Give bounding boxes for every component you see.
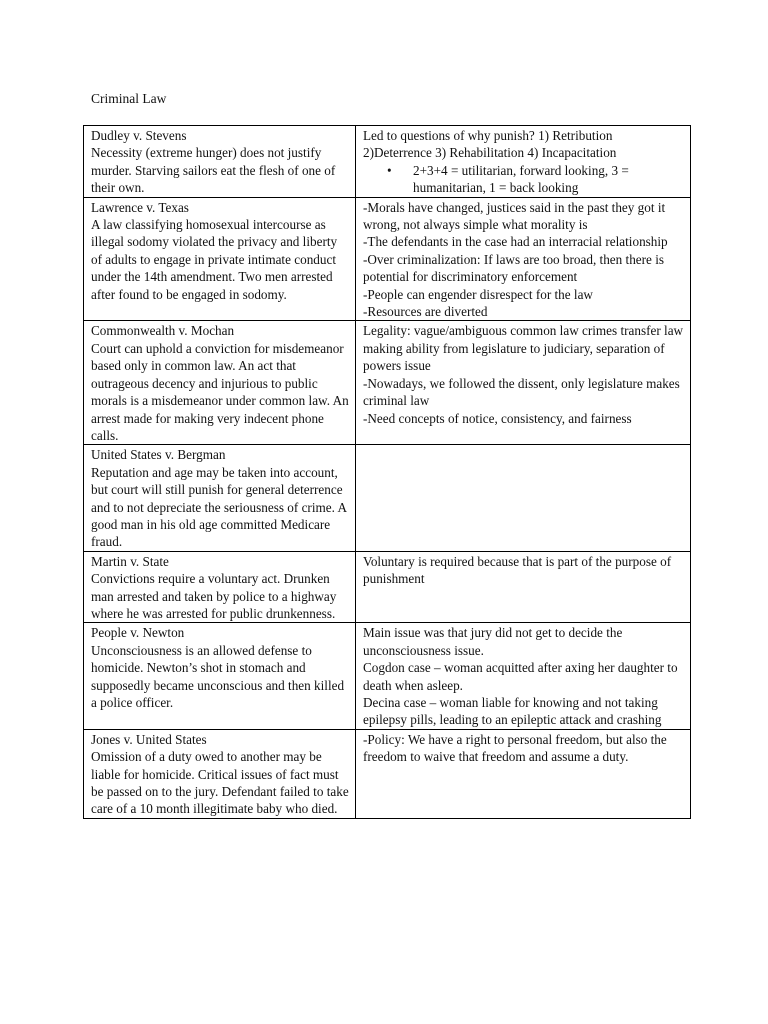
case-name: Jones v. United States <box>91 731 207 747</box>
note-line: -The defendants in the case had an interracial relationship <box>363 234 668 250</box>
page-title: Criminal Law <box>91 91 167 106</box>
case-summary: Convictions require a voluntary act. Drunken man arrested and taken by police to a highway where he was arrested for public drunkenness. <box>91 571 337 621</box>
case-summary: Necessity (extreme hunger) does not justify murder. Starving sailors eat the flesh of one of their own. <box>91 145 336 196</box>
case-cell <box>84 321 356 445</box>
case-row <box>84 445 691 551</box>
case-cell <box>84 126 356 198</box>
note-line: Main issue was that jury did not get to decide the unconsciousness issue. <box>363 625 623 658</box>
note-line: -Need concepts of notice, consistency, and fairness <box>363 410 632 426</box>
case-table-body <box>84 126 691 819</box>
notes-cell <box>356 729 691 818</box>
case-cell <box>84 445 356 551</box>
case-name: United States v. Bergman <box>91 447 226 463</box>
case-summary: Court can uphold a conviction for misdemeanor based only in common law. An act that outrageous decency and injurious to public morals is a misdemeanor under common law. An arrest made for making very indecent phone calls. <box>91 340 349 443</box>
case-table <box>83 125 691 819</box>
case-summary: Omission of a duty owed to another may be liable for homicide. Critical issues of fact must be passed on to the jury. Defendant failed to take care of a 10 month illegitimate baby who died. <box>91 749 349 817</box>
case-row <box>84 729 691 818</box>
note-line: Voluntary is required because that is part of the purpose of punishment <box>363 553 672 587</box>
case-name: People v. Newton <box>91 625 185 641</box>
note-line: -Policy: We have a right to personal freedom, but also the freedom to waive that freedom and assume a duty. <box>363 731 667 765</box>
notes-cell <box>356 126 691 198</box>
note-line: Decina case – woman liable for knowing and not taking epilepsy pills, leading to an epileptic attack and crashing <box>363 695 662 728</box>
case-summary: Reputation and age may be taken into account, but court will still punish for general deterrence and to not depreciate the seriousness of crime. A good man in his old age committed Medicare fraud. <box>91 464 347 550</box>
case-cell <box>84 623 356 729</box>
note-line: -Nowadays, we followed the dissent, only legislature makes criminal law <box>363 375 680 409</box>
case-cell <box>84 197 356 321</box>
case-name: Martin v. State <box>91 553 169 569</box>
note-line: -Resources are diverted <box>363 304 488 320</box>
case-summary: Unconsciousness is an allowed defense to homicide. Newton’s shot in stomach and supposedly became unconscious and then killed a police officer. <box>91 642 345 710</box>
notes-cell <box>356 551 691 623</box>
note-line: -People can engender disrespect for the law <box>363 286 593 302</box>
note-line: Legality: vague/ambiguous common law crimes transfer law making ability from legislature to judiciary, separation of powers issue <box>363 323 684 374</box>
note-line: Cogdon case – woman acquitted after axing her daughter to death when asleep. <box>363 660 678 693</box>
case-row <box>84 197 691 321</box>
case-name: Lawrence v. Texas <box>91 199 189 215</box>
notes-cell <box>356 623 691 729</box>
case-name: Dudley v. Stevens <box>91 128 187 143</box>
case-row <box>84 623 691 729</box>
notes-cell <box>356 197 691 321</box>
notes-cell <box>356 445 691 551</box>
case-name: Commonwealth v. Mochan <box>91 323 235 339</box>
case-cell <box>84 551 356 623</box>
case-summary: A law classifying homosexual intercourse as illegal sodomy violated the privacy and liberty of adults to engage in private intimate conduct under the 14th amendment. Two men arrested after found to be engaged in sodomy. <box>91 217 338 302</box>
case-row <box>84 551 691 623</box>
note-line: -Over criminalization: If laws are too broad, then there is potential for discriminatory enforcement <box>363 251 665 285</box>
bullet-item: • 2+3+4 = utilitarian, forward looking, 3 = humanitarian, 1 = back looking <box>407 162 684 197</box>
note-line: -Morals have changed, justices said in the past they got it wrong, not always simple what morality is <box>363 199 666 233</box>
case-cell <box>84 729 356 818</box>
notes-cell <box>356 321 691 445</box>
case-row <box>84 321 691 445</box>
bullet-list <box>363 162 684 197</box>
note-line: Led to questions of why punish? 1) Retribution 2)Deterrence 3) Rehabilitation 4) Incapacitation <box>363 128 617 161</box>
case-row <box>84 126 691 198</box>
